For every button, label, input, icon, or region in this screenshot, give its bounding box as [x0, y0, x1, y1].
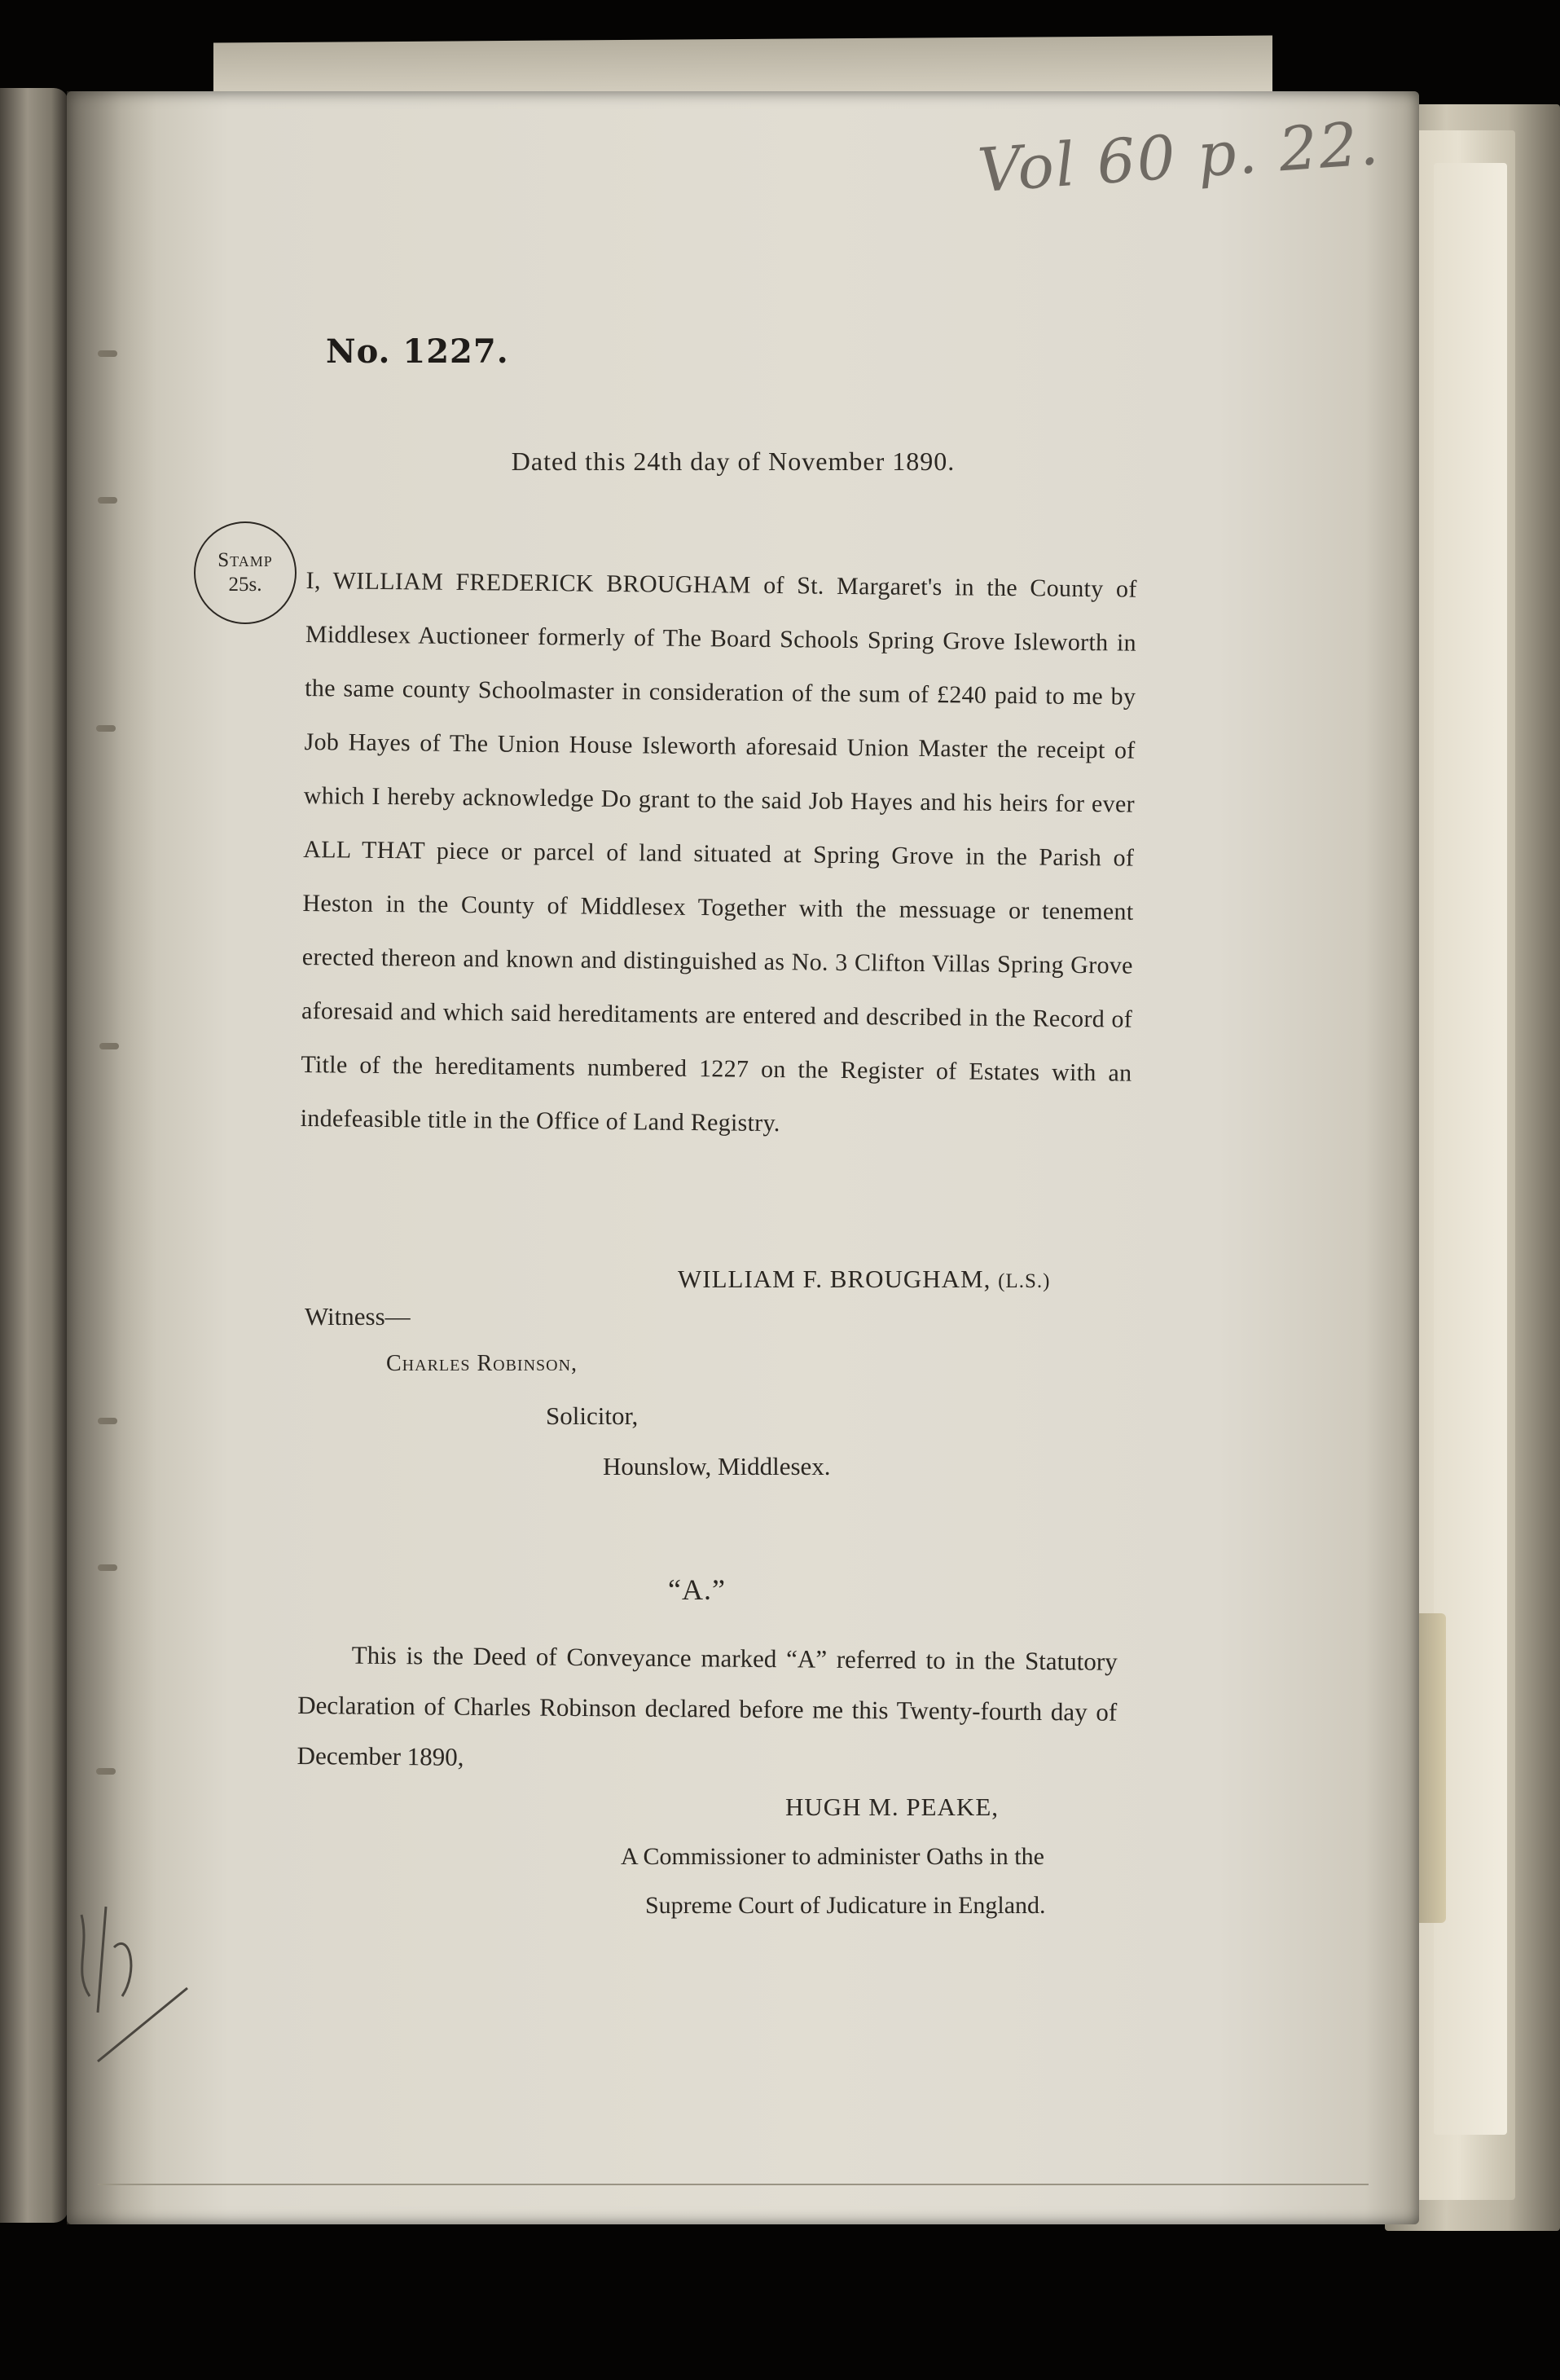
deed-number: No. 1227. — [326, 332, 509, 371]
handwritten-volume-note: Vol 60 p. 22. — [975, 108, 1382, 207]
binding-stitch — [96, 1768, 116, 1775]
annex-heading: “A.” — [668, 1573, 726, 1606]
commissioner-title-line1: A Commissioner to administer Oaths in the — [621, 1843, 1044, 1870]
witness-place: Hounslow, Middlesex. — [603, 1452, 831, 1480]
commissioner-title-line2: Supreme Court of Judicature in England. — [645, 1892, 1046, 1919]
margin-pencil-scribble — [65, 1898, 204, 2086]
commissioner-name: HUGH M. PEAKE, — [785, 1793, 999, 1821]
seal-mark: (L.S.) — [998, 1270, 1051, 1292]
annex-text: This is the Deed of Conveyance marked “A” referred to in the Statutory Declaration of Charles Robinson declared before me this Twenty-fourth day of December 1890, — [297, 1640, 1118, 1771]
binding-stitch — [98, 1564, 117, 1571]
back-sheet — [213, 35, 1272, 99]
binding-stitch — [96, 725, 116, 732]
grantor-name: WILLIAM F. BROUGHAM, — [678, 1265, 991, 1293]
binding-stitch — [99, 1043, 119, 1049]
witness-name: Charles Robinson, — [386, 1351, 578, 1376]
stamp-label: Stamp — [218, 549, 273, 571]
binding-stitch — [98, 497, 117, 504]
witness-title: Solicitor, — [546, 1401, 639, 1430]
deed-body: I, WILLIAM FREDERICK BROUGHAM of St. Margaret's in the County of Middlesex Auctioneer formerly of The Board Schools Spring Grove Isleworth in the same county Schoolmaster in consideration of the sum of £240 paid to me by Job Hayes of The Union House Isleworth aforesaid Union Master the receipt of which I hereby acknowledge Do grant to the said Job Hayes and his heirs for ever ALL THAT piece or parcel of land situated at Spring Grove in the Parish of Heston in the County of Middlesex Together with the messuage or tenement erected thereon and known and distinguished as No. 3 Clifton Villas Spring Grove aforesaid and which said hereditaments are entered and described in the Record of Title of the hereditaments numbered 1227 on the Register of Estates with an indefeasible title in the Office of Land Registry. — [300, 566, 1137, 1137]
dated-line: Dated this 24th day of November 1890. — [511, 447, 956, 476]
page-bottom-rule — [98, 2184, 1369, 2185]
witness-label: Witness— — [305, 1302, 411, 1331]
facing-page-edge — [0, 88, 68, 2223]
stamp-value: 25s. — [228, 574, 262, 596]
grantor-signature — [678, 1265, 1050, 1294]
stamp-seal — [194, 521, 297, 624]
binding-stitch — [98, 350, 117, 357]
binding-stitch — [98, 1418, 117, 1424]
